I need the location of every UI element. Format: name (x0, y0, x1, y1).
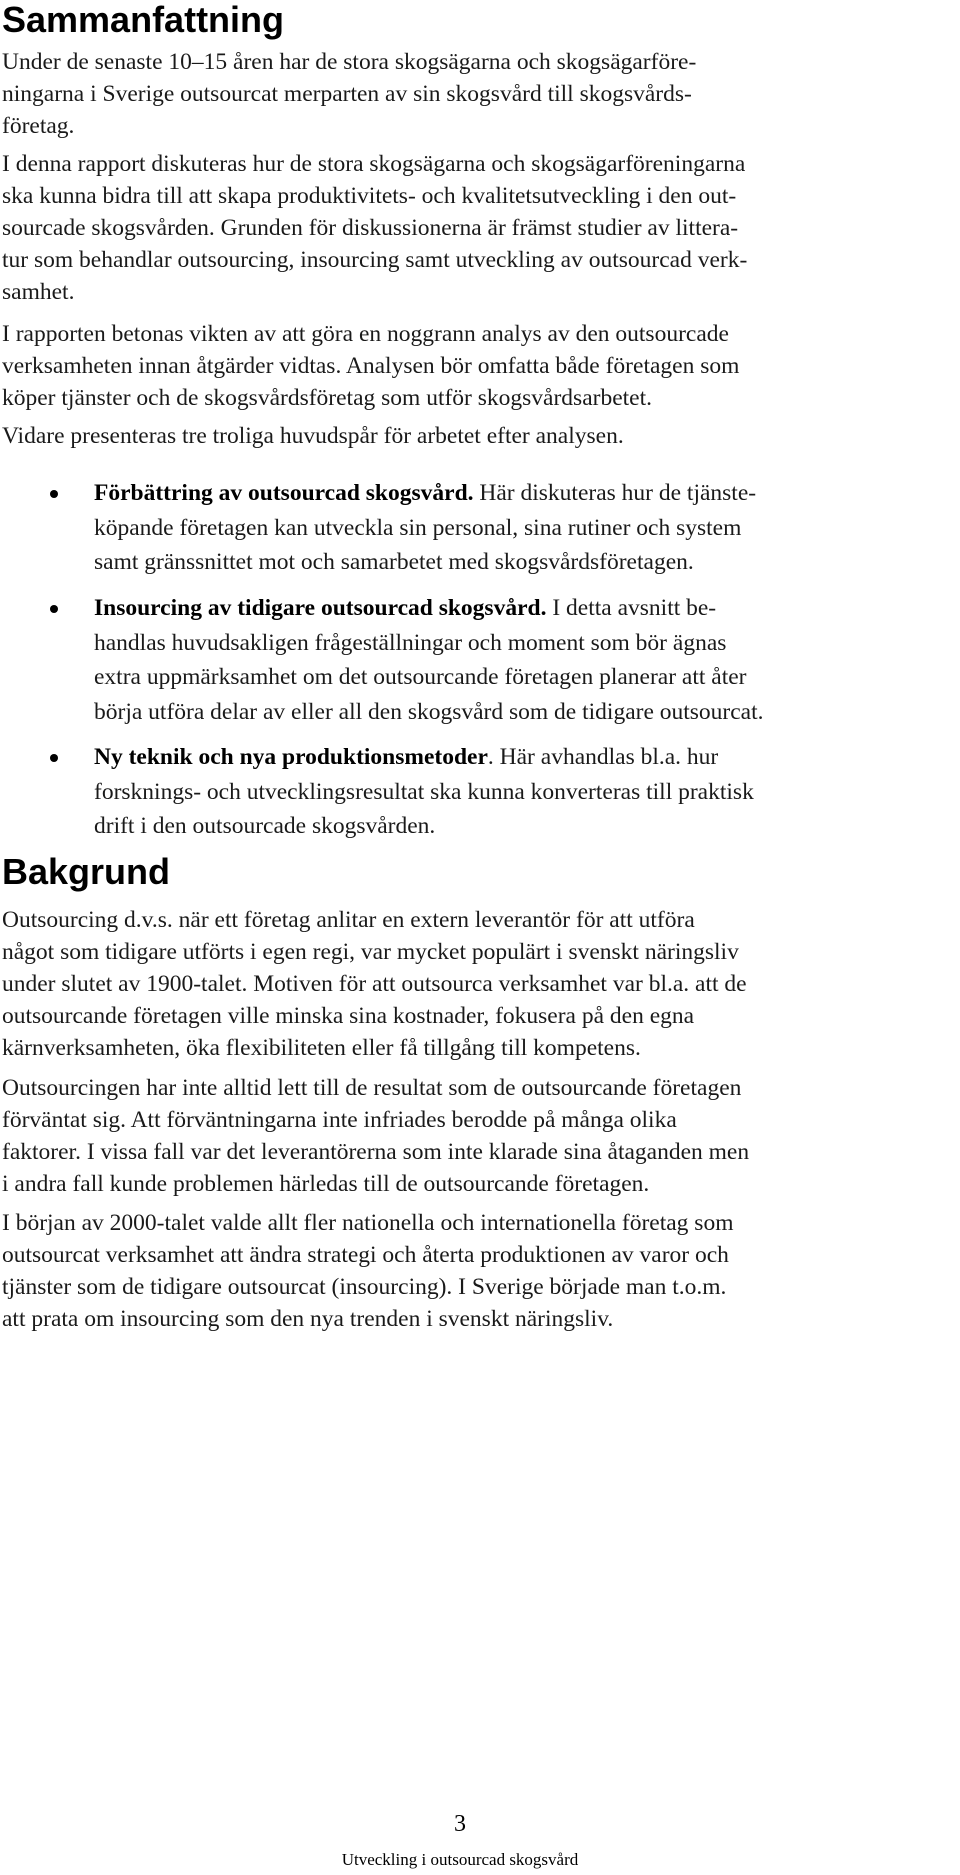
bullet-icon (50, 605, 58, 613)
background-paragraph-3: I början av 2000-talet valde allt fler nationella och internationella företag som outsourcat verksamhet att ändra strategi och återta produktionen av varor och tjänster som de tidigare outsourcat (insourcing). I Sverige började man t.o.m. att prata om insourcing som den nya trenden i svenskt näringsliv. (2, 1210, 734, 1332)
summary-paragraph-2: I denna rapport diskuteras hur de stora skogsägarna och skogsägarföreningarna ska kunna bidra till att skapa produktivitets- och kvalitetsutveckling i den out- sourcade skogsvården. Grunden för diskussionerna är främst studier av littera- tur som behandlar outsourcing, insourcing samt utveckling av outsourcad verk- samhet. (2, 151, 748, 305)
background-paragraph-1: Outsourcing d.v.s. när ett företag anlitar en extern leverantör för att utföra något som tidigare utförts i egen regi, var mycket populärt i svenskt näringsliv under slutet av 1900-talet. Motiven för att outsourca verksamhet var bl.a. att de outsourcande företagen ville minska sina kostnader, fokusera på den egna kärnverksamheten, öka flexibiliteten eller få tillgång till kompetens. (2, 907, 747, 1061)
page-number: 3 (454, 1811, 466, 1837)
background-paragraph-2: Outsourcingen har inte alltid lett till de resultat som de outsourcande företagen förväntat sig. Att förväntningarna inte infriades berodde på många olika faktorer. I vissa fall var det leverantörerna som inte klarade sina åtaganden men i andra fall kunde problemen härledas till de outsourcande företagen. (2, 1075, 750, 1197)
bullet-icon (50, 754, 58, 762)
list-item-text: Insourcing av tidigare outsourcad skogsvård. I detta avsnitt be- handlas huvudsakligen frågeställningar och moment som bör ägnas extra uppmärksamhet om det outsourcande företagen planerar att åter börja utföra delar av eller all den skogsvård som de tidigare outsourcat. (94, 595, 764, 725)
list-item-text: Förbättring av outsourcad skogsvård. Här diskuteras hur de tjänste- köpande företagen kan utveckla sin personal, sina rutiner och system samt gränssnittet mot och samarbetet med skogsvårdsföretagen. (94, 480, 757, 575)
bullet-icon (50, 490, 58, 498)
summary-paragraph-4: Vidare presenteras tre troliga huvudspår för arbetet efter analysen. (2, 423, 624, 449)
summary-paragraph-3: I rapporten betonas vikten av att göra en noggrann analys av den outsourcade verksamheten innan åtgärder vidtas. Analysen bör omfatta både företagen som köper tjänster och de skogsvårdsföretag som utför skogsvårdsarbetet. (2, 321, 740, 411)
summary-heading: Sammanfattning (2, 0, 285, 40)
summary-paragraph-1: Under de senaste 10–15 åren har de stora skogsägarna och skogsägarföre- ningarna i Sverige outsourcat merparten av sin skogsvård till skogsvårds- företag. (2, 49, 697, 139)
background-heading: Bakgrund (2, 851, 171, 892)
footer-document-title: Utveckling i outsourcad skogsvård (341, 1850, 579, 1869)
list-item-text: Ny teknik och nya produktionsmetoder. Här avhandlas bl.a. hur forsknings- och utvecklingsresultat ska kunna konverteras till praktisk drift i den outsourcade skogsvården. (94, 744, 754, 839)
